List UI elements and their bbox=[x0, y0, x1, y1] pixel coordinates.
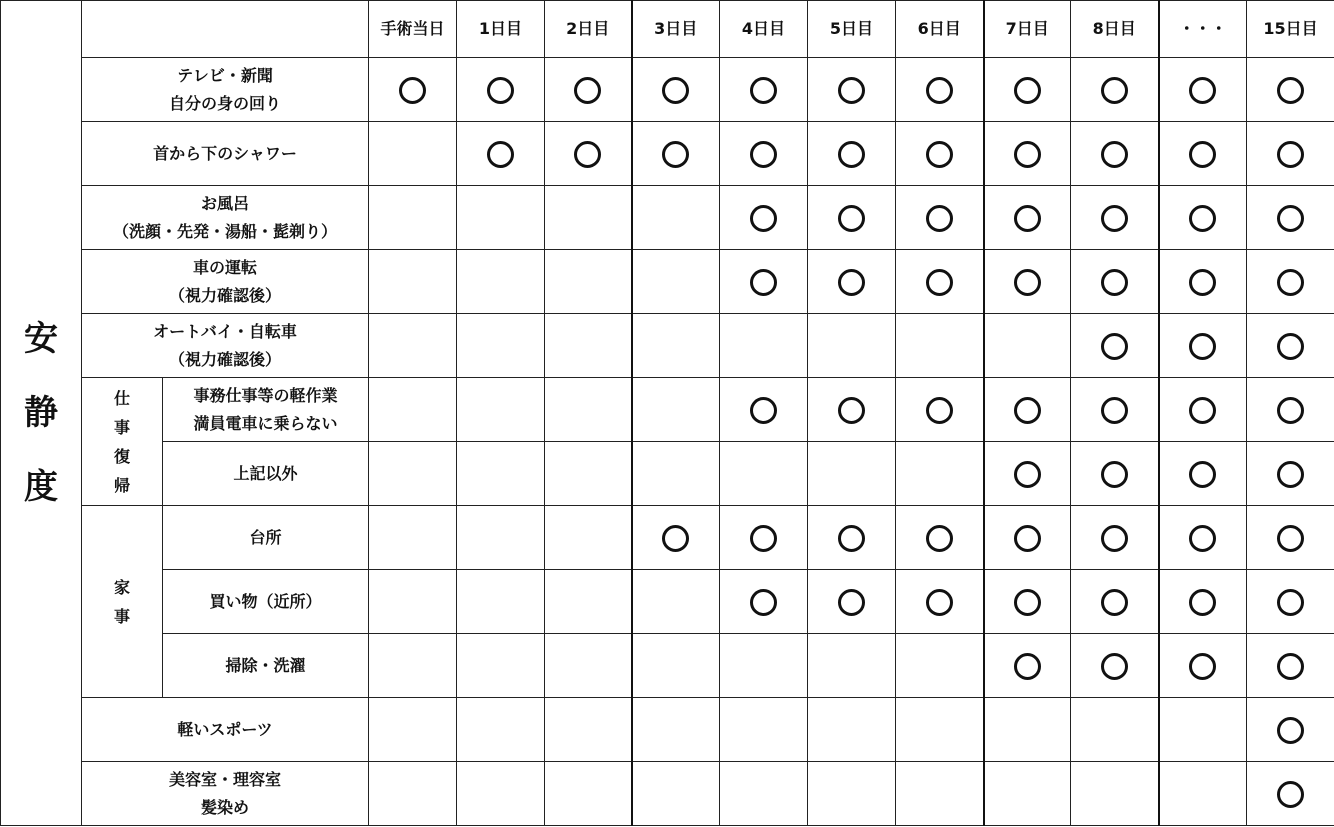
circle-mark-icon bbox=[1277, 269, 1304, 296]
cell bbox=[808, 442, 896, 506]
circle-mark-icon bbox=[1277, 781, 1304, 808]
cell bbox=[1247, 762, 1334, 826]
cell bbox=[720, 634, 808, 698]
circle-mark-icon bbox=[838, 397, 865, 424]
column-header-label: 6日目 bbox=[917, 19, 961, 38]
cell bbox=[1071, 506, 1159, 570]
cell bbox=[1247, 698, 1334, 762]
table-row bbox=[1, 186, 1334, 250]
circle-mark-icon bbox=[1277, 205, 1304, 232]
column-header-label: 3日目 bbox=[654, 19, 698, 38]
cell bbox=[720, 314, 808, 378]
cell bbox=[457, 58, 545, 122]
group-char: 復 bbox=[113, 446, 130, 466]
circle-mark-icon bbox=[1101, 525, 1128, 552]
column-header-label: 15日目 bbox=[1263, 19, 1318, 38]
cell bbox=[896, 634, 984, 698]
circle-mark-icon bbox=[1014, 141, 1041, 168]
cell bbox=[984, 378, 1071, 442]
column-header bbox=[896, 1, 984, 58]
row-label-shopping bbox=[163, 570, 369, 634]
cell bbox=[896, 250, 984, 314]
cell bbox=[896, 698, 984, 762]
cell bbox=[1159, 122, 1247, 186]
cell bbox=[984, 698, 1071, 762]
circle-mark-icon bbox=[1101, 141, 1128, 168]
column-header bbox=[1071, 1, 1159, 58]
circle-mark-icon bbox=[1101, 461, 1128, 488]
cell bbox=[632, 506, 720, 570]
cell bbox=[457, 506, 545, 570]
cell bbox=[369, 378, 457, 442]
cell bbox=[369, 762, 457, 826]
circle-mark-icon bbox=[750, 525, 777, 552]
row-label-other bbox=[163, 442, 369, 506]
circle-mark-icon bbox=[1189, 269, 1216, 296]
circle-mark-icon bbox=[926, 397, 953, 424]
circle-mark-icon bbox=[926, 269, 953, 296]
cell bbox=[808, 634, 896, 698]
circle-mark-icon bbox=[1277, 589, 1304, 616]
row-label-line: 買い物（近所） bbox=[209, 591, 322, 611]
row-label-line: お風呂 bbox=[200, 193, 249, 213]
circle-mark-icon bbox=[662, 525, 689, 552]
column-header bbox=[984, 1, 1071, 58]
circle-mark-icon bbox=[1101, 589, 1128, 616]
group-char: 家 bbox=[113, 577, 130, 597]
circle-mark-icon bbox=[1101, 77, 1128, 104]
cell bbox=[1071, 250, 1159, 314]
row-label-kitchen bbox=[163, 506, 369, 570]
cell bbox=[1247, 58, 1334, 122]
cell bbox=[632, 122, 720, 186]
cell bbox=[1159, 378, 1247, 442]
circle-mark-icon bbox=[750, 77, 777, 104]
cell bbox=[896, 122, 984, 186]
circle-mark-icon bbox=[1014, 269, 1041, 296]
row-label-line: 美容室・理容室 bbox=[168, 769, 281, 789]
side-label bbox=[1, 1, 82, 826]
circle-mark-icon bbox=[838, 77, 865, 104]
cell bbox=[1071, 186, 1159, 250]
cell bbox=[984, 506, 1071, 570]
circle-mark-icon bbox=[926, 141, 953, 168]
row-label-line: 首から下のシャワー bbox=[153, 143, 297, 163]
cell bbox=[808, 570, 896, 634]
cell bbox=[545, 442, 632, 506]
cell bbox=[808, 250, 896, 314]
cell bbox=[457, 570, 545, 634]
circle-mark-icon bbox=[1189, 461, 1216, 488]
cell bbox=[457, 634, 545, 698]
cell bbox=[545, 762, 632, 826]
cell bbox=[1071, 58, 1159, 122]
circle-mark-icon bbox=[1189, 77, 1216, 104]
cell bbox=[1247, 314, 1334, 378]
row-label-line: 満員電車に乗らない bbox=[193, 413, 338, 433]
cell bbox=[896, 506, 984, 570]
cell bbox=[369, 634, 457, 698]
row-label-line: 車の運転 bbox=[192, 257, 257, 277]
cell bbox=[457, 250, 545, 314]
cell bbox=[808, 186, 896, 250]
row-label-bath bbox=[82, 186, 369, 250]
row-label-line: 上記以外 bbox=[233, 463, 298, 483]
circle-mark-icon bbox=[750, 269, 777, 296]
column-header bbox=[1159, 1, 1247, 58]
header-row bbox=[1, 1, 1334, 58]
column-header bbox=[720, 1, 808, 58]
cell bbox=[369, 122, 457, 186]
circle-mark-icon bbox=[1101, 205, 1128, 232]
circle-mark-icon bbox=[662, 77, 689, 104]
row-label-line: （視力確認後） bbox=[168, 349, 281, 369]
table-row bbox=[1, 698, 1334, 762]
table-row bbox=[1, 378, 1334, 442]
column-header bbox=[369, 1, 457, 58]
cell bbox=[369, 442, 457, 506]
row-label-line: 台所 bbox=[249, 527, 282, 547]
cell bbox=[457, 186, 545, 250]
cell bbox=[1159, 762, 1247, 826]
row-label-tv bbox=[82, 58, 369, 122]
cell bbox=[896, 58, 984, 122]
group-char: 事 bbox=[113, 606, 130, 626]
cell bbox=[632, 58, 720, 122]
cell bbox=[1071, 122, 1159, 186]
cell bbox=[632, 570, 720, 634]
row-label-line: 軽いスポーツ bbox=[177, 719, 273, 739]
cell bbox=[457, 698, 545, 762]
cell bbox=[720, 250, 808, 314]
circle-mark-icon bbox=[1014, 397, 1041, 424]
row-label-line: テレビ・新聞 bbox=[177, 65, 273, 85]
cell bbox=[1071, 314, 1159, 378]
group-char: 事 bbox=[113, 417, 130, 437]
circle-mark-icon bbox=[838, 205, 865, 232]
table-row bbox=[1, 122, 1334, 186]
cell bbox=[1071, 570, 1159, 634]
cell bbox=[369, 250, 457, 314]
table-row bbox=[1, 442, 1334, 506]
circle-mark-icon bbox=[1189, 653, 1216, 680]
cell bbox=[1159, 634, 1247, 698]
cell bbox=[457, 442, 545, 506]
cell bbox=[1071, 762, 1159, 826]
circle-mark-icon bbox=[926, 205, 953, 232]
circle-mark-icon bbox=[1277, 333, 1304, 360]
cell bbox=[896, 762, 984, 826]
cell bbox=[1159, 314, 1247, 378]
row-label-line: 掃除・洗濯 bbox=[225, 655, 306, 675]
circle-mark-icon bbox=[487, 141, 514, 168]
table-row bbox=[1, 762, 1334, 826]
circle-mark-icon bbox=[1189, 333, 1216, 360]
circle-mark-icon bbox=[926, 525, 953, 552]
cell bbox=[545, 186, 632, 250]
column-header bbox=[1247, 1, 1334, 58]
cell bbox=[984, 634, 1071, 698]
row-label-bike bbox=[82, 314, 369, 378]
row-label-shower bbox=[82, 122, 369, 186]
cell bbox=[1247, 122, 1334, 186]
cell bbox=[1159, 442, 1247, 506]
cell bbox=[545, 250, 632, 314]
cell bbox=[808, 762, 896, 826]
circle-mark-icon bbox=[1014, 653, 1041, 680]
circle-mark-icon bbox=[750, 141, 777, 168]
table-row bbox=[1, 250, 1334, 314]
group-work-return bbox=[82, 378, 163, 506]
circle-mark-icon bbox=[574, 141, 601, 168]
cell bbox=[369, 314, 457, 378]
cell bbox=[1159, 698, 1247, 762]
cell bbox=[808, 122, 896, 186]
cell bbox=[720, 378, 808, 442]
circle-mark-icon bbox=[1277, 717, 1304, 744]
row-label-line: 自分の身の回り bbox=[168, 93, 281, 113]
cell bbox=[896, 314, 984, 378]
cell bbox=[720, 698, 808, 762]
row-label-line: 髪染め bbox=[200, 797, 249, 817]
cell bbox=[632, 762, 720, 826]
cell bbox=[1159, 250, 1247, 314]
cell bbox=[1071, 442, 1159, 506]
cell bbox=[984, 58, 1071, 122]
circle-mark-icon bbox=[1189, 141, 1216, 168]
circle-mark-icon bbox=[926, 77, 953, 104]
column-header-label: 2日目 bbox=[566, 19, 610, 38]
cell bbox=[808, 314, 896, 378]
cell bbox=[545, 570, 632, 634]
circle-mark-icon bbox=[1101, 269, 1128, 296]
cell bbox=[632, 442, 720, 506]
cell bbox=[1071, 698, 1159, 762]
circle-mark-icon bbox=[1277, 525, 1304, 552]
cell bbox=[457, 762, 545, 826]
circle-mark-icon bbox=[750, 589, 777, 616]
column-header bbox=[632, 1, 720, 58]
cell bbox=[545, 58, 632, 122]
cell bbox=[720, 442, 808, 506]
cell bbox=[632, 250, 720, 314]
circle-mark-icon bbox=[1189, 205, 1216, 232]
cell bbox=[984, 762, 1071, 826]
cell bbox=[896, 186, 984, 250]
cell bbox=[808, 378, 896, 442]
cell bbox=[984, 186, 1071, 250]
cell bbox=[1247, 378, 1334, 442]
cell bbox=[632, 314, 720, 378]
cell bbox=[720, 506, 808, 570]
circle-mark-icon bbox=[1277, 653, 1304, 680]
cell bbox=[545, 506, 632, 570]
cell bbox=[720, 186, 808, 250]
cell bbox=[896, 378, 984, 442]
cell bbox=[984, 122, 1071, 186]
column-header-label: 1日目 bbox=[478, 19, 523, 38]
cell bbox=[545, 634, 632, 698]
row-label-salon bbox=[82, 762, 369, 826]
side-label-char: 安 bbox=[24, 319, 58, 359]
table-row bbox=[1, 634, 1334, 698]
cell bbox=[720, 762, 808, 826]
row-label-cleaning bbox=[163, 634, 369, 698]
cell bbox=[369, 186, 457, 250]
row-label-line: オートバイ・自転車 bbox=[153, 321, 297, 341]
cell bbox=[1247, 506, 1334, 570]
cell bbox=[720, 58, 808, 122]
cell bbox=[632, 634, 720, 698]
circle-mark-icon bbox=[1101, 397, 1128, 424]
cell bbox=[1247, 634, 1334, 698]
cell bbox=[369, 698, 457, 762]
circle-mark-icon bbox=[838, 269, 865, 296]
cell bbox=[1247, 250, 1334, 314]
circle-mark-icon bbox=[399, 77, 426, 104]
column-header-label: ・・・ bbox=[1178, 19, 1227, 38]
row-label-line: （視力確認後） bbox=[168, 285, 281, 305]
row-label-sports bbox=[82, 698, 369, 762]
cell bbox=[896, 570, 984, 634]
circle-mark-icon bbox=[1101, 333, 1128, 360]
cell bbox=[457, 314, 545, 378]
circle-mark-icon bbox=[1101, 653, 1128, 680]
circle-mark-icon bbox=[838, 141, 865, 168]
circle-mark-icon bbox=[1014, 205, 1041, 232]
row-label-line: 事務仕事等の軽作業 bbox=[193, 385, 338, 405]
circle-mark-icon bbox=[1189, 589, 1216, 616]
column-header bbox=[808, 1, 896, 58]
circle-mark-icon bbox=[662, 141, 689, 168]
cell bbox=[545, 314, 632, 378]
circle-mark-icon bbox=[487, 77, 514, 104]
cell bbox=[720, 570, 808, 634]
circle-mark-icon bbox=[926, 589, 953, 616]
column-header-label: 8日目 bbox=[1092, 19, 1136, 38]
cell bbox=[1071, 378, 1159, 442]
circle-mark-icon bbox=[750, 205, 777, 232]
cell bbox=[457, 122, 545, 186]
cell bbox=[1071, 634, 1159, 698]
cell bbox=[1247, 570, 1334, 634]
column-header-label: 手術当日 bbox=[380, 19, 445, 38]
circle-mark-icon bbox=[838, 589, 865, 616]
circle-mark-icon bbox=[1277, 141, 1304, 168]
circle-mark-icon bbox=[838, 525, 865, 552]
cell bbox=[457, 378, 545, 442]
circle-mark-icon bbox=[1277, 397, 1304, 424]
row-label-line: （洗顔・先発・湯船・髭剃り） bbox=[112, 221, 337, 241]
circle-mark-icon bbox=[1189, 525, 1216, 552]
cell bbox=[808, 58, 896, 122]
cell bbox=[1159, 506, 1247, 570]
circle-mark-icon bbox=[1277, 461, 1304, 488]
cell bbox=[896, 442, 984, 506]
cell bbox=[369, 570, 457, 634]
circle-mark-icon bbox=[1014, 525, 1041, 552]
group-char: 帰 bbox=[113, 475, 130, 495]
row-label-car bbox=[82, 250, 369, 314]
circle-mark-icon bbox=[1189, 397, 1216, 424]
cell bbox=[720, 122, 808, 186]
side-label-char: 度 bbox=[24, 467, 58, 507]
cell bbox=[984, 442, 1071, 506]
group-housework bbox=[82, 506, 163, 698]
column-header bbox=[545, 1, 632, 58]
cell bbox=[984, 570, 1071, 634]
circle-mark-icon bbox=[750, 397, 777, 424]
cell bbox=[1159, 58, 1247, 122]
header-blank bbox=[82, 1, 369, 58]
circle-mark-icon bbox=[1014, 77, 1041, 104]
column-header-label: 7日目 bbox=[1005, 19, 1049, 38]
cell bbox=[984, 314, 1071, 378]
cell bbox=[632, 186, 720, 250]
cell bbox=[984, 250, 1071, 314]
cell bbox=[632, 378, 720, 442]
circle-mark-icon bbox=[1014, 589, 1041, 616]
circle-mark-icon bbox=[1277, 77, 1304, 104]
cell bbox=[1159, 186, 1247, 250]
cell bbox=[545, 378, 632, 442]
table-row bbox=[1, 506, 1334, 570]
cell bbox=[808, 698, 896, 762]
cell bbox=[369, 506, 457, 570]
column-header bbox=[457, 1, 545, 58]
cell bbox=[808, 506, 896, 570]
cell bbox=[1247, 442, 1334, 506]
table-row bbox=[1, 58, 1334, 122]
group-char: 仕 bbox=[113, 388, 130, 408]
cell bbox=[632, 698, 720, 762]
cell bbox=[1247, 186, 1334, 250]
table-row bbox=[1, 314, 1334, 378]
circle-mark-icon bbox=[574, 77, 601, 104]
cell bbox=[545, 698, 632, 762]
cell bbox=[545, 122, 632, 186]
row-label-office bbox=[163, 378, 369, 442]
column-header-label: 5日目 bbox=[829, 19, 874, 38]
cell bbox=[1159, 570, 1247, 634]
column-header-label: 4日目 bbox=[741, 19, 786, 38]
table-row bbox=[1, 570, 1334, 634]
circle-mark-icon bbox=[1014, 461, 1041, 488]
cell bbox=[369, 58, 457, 122]
side-label-char: 静 bbox=[24, 393, 58, 433]
